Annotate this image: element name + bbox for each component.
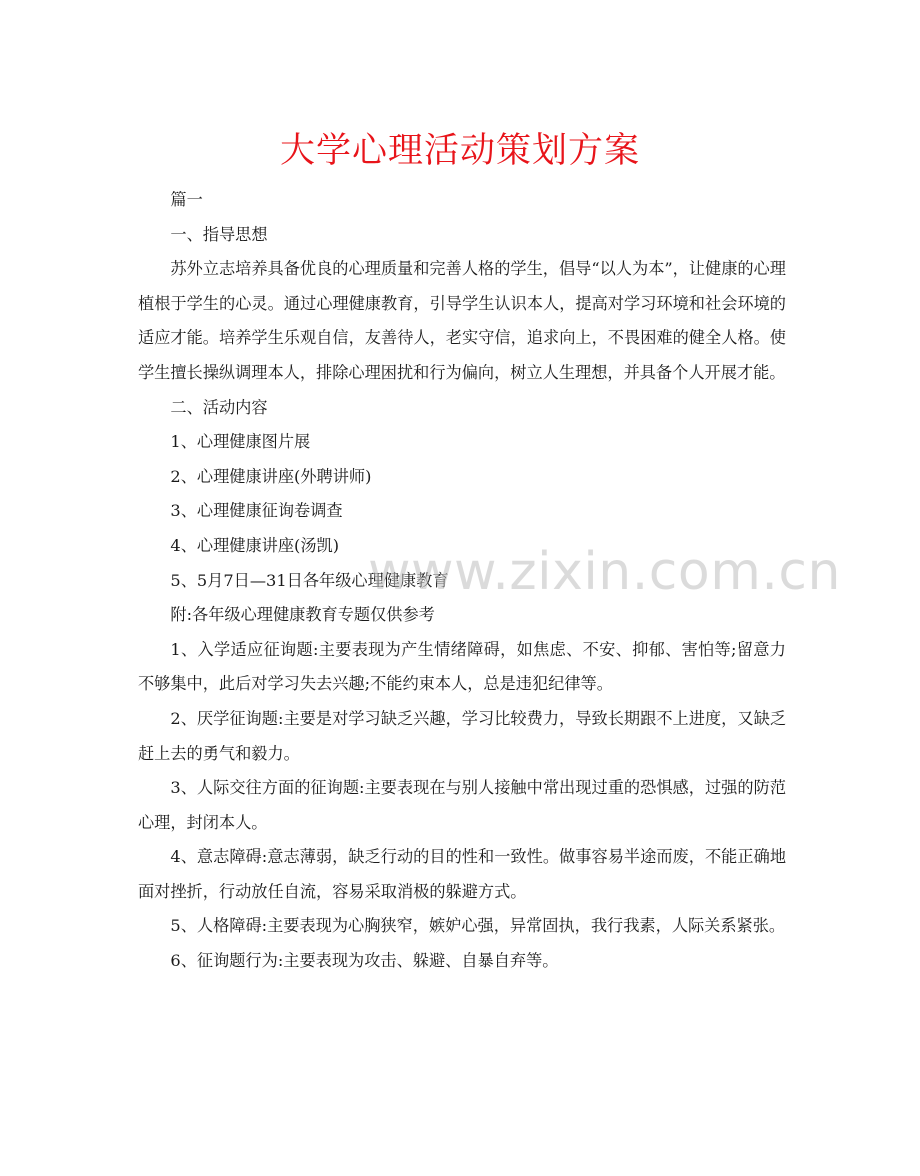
topic-item: 4、意志障碍:意志薄弱，缺乏行动的目的性和一致性。做事容易半途而废，不能正确地面对挫折，行动放任自流，容易采取消极的躲避方式。	[138, 847, 786, 901]
list-item: 5、5月7日—31日各年级心理健康教育	[170, 570, 449, 590]
heading-activity-content: 二、活动内容	[170, 397, 268, 417]
topic-item: 5、人格障碍:主要表现为心胸狭窄，嫉妒心强，异常固执，我行我素，人际关系紧张。	[170, 916, 786, 936]
paragraph-guiding-ideology: 苏外立志培养具备优良的心理质量和完善人格的学生，倡导“以人为本”，让健康的心理植根于学生的心灵。通过心理健康教育，引导学生认识本人，提高对学习环境和社会环境的适应才能。培养学生乐观自信，友善待人，老实守信，追求向上，不畏困难的健全人格。使学生擅长操纵调理本人，排除心理困扰和行为偏向，树立人生理想，并具备个人开展才能。	[138, 259, 786, 382]
topic-item: 3、人际交往方面的征询题:主要表现在与别人接触中常出现过重的恐惧感，过强的防范心理，封闭本人。	[138, 778, 786, 832]
topic-item: 1、入学适应征询题:主要表现为产生情绪障碍，如焦虑、不安、抑郁、害怕等;留意力不够集中，此后对学习失去兴趣;不能约束本人，总是违犯纪律等。	[138, 639, 786, 694]
list-item: 3、心理健康征询卷调查	[170, 501, 343, 521]
section-label: 篇一	[170, 190, 203, 209]
heading-guiding-ideology: 一、指导思想	[170, 224, 268, 244]
document-title: 大学心理活动策划方案	[279, 131, 640, 171]
list-item: 4、心理健康讲座(汤凯)	[170, 535, 340, 555]
topic-item: 2、厌学征询题:主要是对学习缺乏兴趣，学习比较费力，导致长期跟不上进度，又缺乏赶上去的勇气和毅力。	[138, 708, 786, 763]
appendix-note: 附:各年级心理健康教育专题仅供参考	[170, 605, 435, 625]
watermark: www.zixin.com.cn	[368, 542, 841, 602]
list-item: 2、心理健康讲座(外聘讲师)	[170, 466, 372, 486]
topic-item: 6、征询题行为:主要表现为攻击、躲避、自暴自弃等。	[170, 951, 559, 971]
list-item: 1、心理健康图片展	[170, 432, 311, 452]
